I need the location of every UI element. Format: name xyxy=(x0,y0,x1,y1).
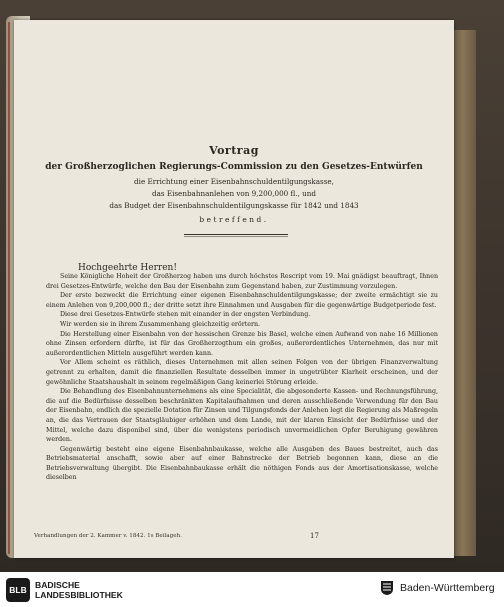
greeting: Hochgeehrte Herren! xyxy=(78,263,177,273)
page-edge-red xyxy=(8,22,10,554)
paragraph: Die Herstellung einer Eisenbahn von der hessischen Grenze bis Basel, welche einen Aufwand von nahe 16 Millionen ohne Zinsen erfordern dürfte, ist für das Großherzogthum ein großes, außerordentliches Unternehmen, das nur mit außerordentlichen Mitteln ausgeführt werden kann. xyxy=(46,330,438,357)
page-number: 17 xyxy=(310,532,319,540)
footer-reference: Verhandlungen der 2. Kammer v. 1842. 1s Beilageh. xyxy=(34,533,182,539)
document-subtitle: der Großherzoglichen Regierungs-Commission zu den Gesetzes-Entwürfen xyxy=(45,162,423,172)
paragraph: Die Behandlung des Eisenbahnunternehmens als eine Specialität, die abgesonderte Kassen- und Rechnungsführung, die auf die Bedürfnisse desselben beschränkten Kapitalaufnahmen und deren ausschließende Verwendung für den Bau der Eisenbahn, endlich die spezielle Dotation für Zinsen und Tilgungsfonds der Anlehen legt die Regierung als Maßregeln an, die das Vertrauen der Staatsgläubiger erhöhen und dem Lande, mit der klaren Einsicht der Bedürfnisse und der Mittel, welche dazu disponibel sind, über die wenigstens periodisch unvermeidlichen Opfer Beruhigung gewähren werden. xyxy=(46,388,438,444)
paragraph: Seine Königliche Hoheit der Großherzog haben uns durch höchstes Rescript vom 19. Mai gnädigst beauftragt, Ihnen drei Gesetzes-Entwürfe, welche den Bau der Eisenbahn zum Gegenstand haben, zur Zustimmung vorzulegen. xyxy=(46,273,438,290)
library-name-line-1: BADISCHE xyxy=(35,580,80,590)
betreffend-line: betreffend. xyxy=(199,215,269,224)
paragraph: Gegenwärtig besteht eine eigene Eisenbahnbaukasse, welche alle Ausgaben des Baues bestreitet, auch das Betriebsmaterial anschafft, sowie aber auf einer Bahnstrecke der Betrieb begonnen kann, diese an die Betriebsverwaltung übergibt. Die Eisenbahnbaukasse erhält die nöthigen Fonds aus der Amortisationskasse, welche dieselben xyxy=(46,445,438,482)
divider-rule xyxy=(184,234,288,235)
body-text xyxy=(46,272,438,483)
document-page xyxy=(14,20,454,558)
subject-line-1: die Errichtung einer Eisenbahnschuldentilgungskasse, xyxy=(134,177,334,186)
coat-of-arms-icon xyxy=(380,580,394,596)
paragraph: Vor Allem scheint es räthlich, dieses Unternehmen mit allen seinen Folgen von der übrigen Finanzverwaltung getrennt zu erhalten, damit die finanziellen Resultate desselben immer in ungetrübter Klarheit erscheinen, und der gewöhnliche Staatshaushalt in seinem regelmäßigen Gang keinerlei Störung erleide. xyxy=(46,359,438,386)
paragraph: Diese drei Gesetzes-Entwürfe stehen mit einander in der engsten Verbindung. xyxy=(60,311,311,319)
library-name[interactable] xyxy=(35,580,123,600)
divider-rule-shadow xyxy=(184,236,288,237)
subject-line-2: das Eisenbahnanlehen von 9,200,000 fl., und xyxy=(151,189,317,198)
subject-line-3: das Budget der Eisenbahnschuldentilgungskasse für 1842 und 1843 xyxy=(109,201,359,210)
blb-logo[interactable] xyxy=(6,578,30,602)
state-name[interactable]: Baden-Württemberg xyxy=(400,582,495,594)
document-title: Vortrag xyxy=(209,144,259,157)
paragraph: Wir werden sie in ihrem Zusammenhang gleichzeitig erörtern. xyxy=(60,320,261,328)
library-name-line-2: LANDESBIBLIOTHEK xyxy=(35,590,123,600)
blb-logo-text: BLB xyxy=(9,585,27,595)
paragraph: Der erste bezweckt die Errichtung einer eigenen Eisenbahnschuldentilgungskasse; der zweite ermächtigt sie zu einem Anlehen von 9,200,000 fl.; der dritte setzt ihre Einnahmen und Ausgaben für die gegenwärtige Budgetperiode fest. xyxy=(46,292,438,309)
book-spine xyxy=(454,30,476,556)
